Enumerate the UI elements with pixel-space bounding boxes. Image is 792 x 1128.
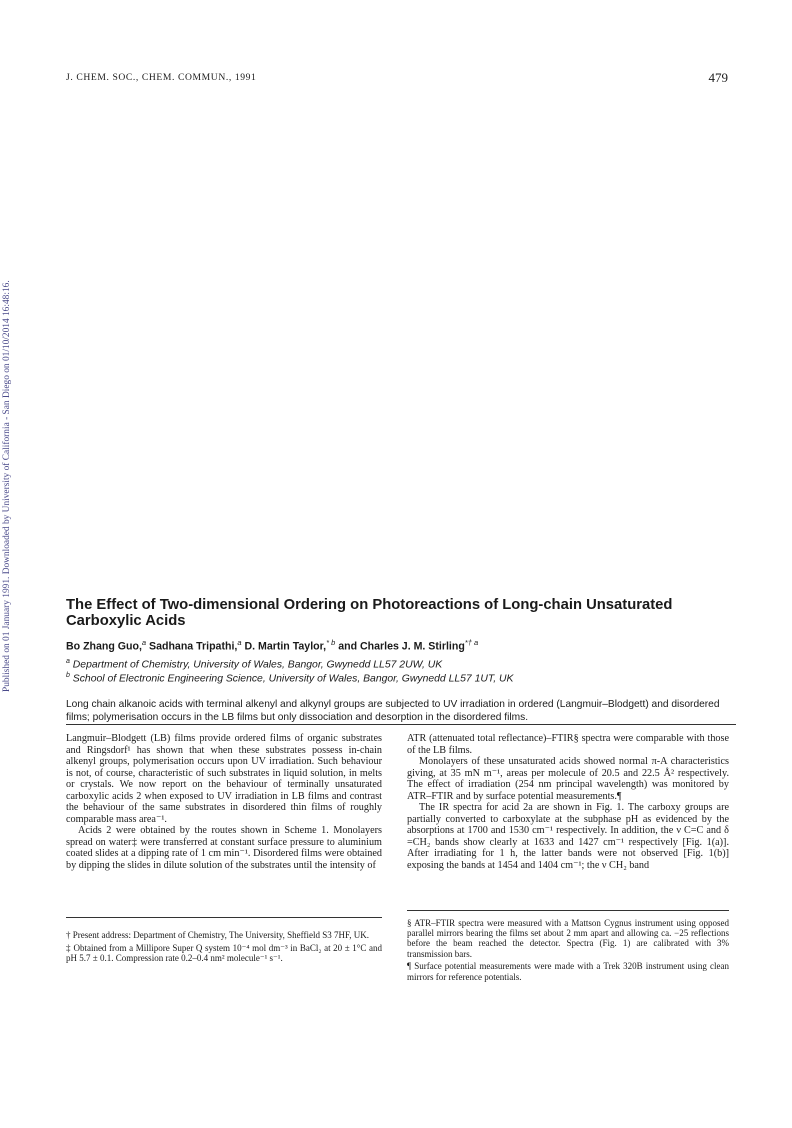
footnote: ¶ Surface potential measurements were made with a Trek 320B instrument using clean mirrors for reference potentials.	[407, 961, 729, 982]
affiliation-mark: a	[66, 658, 70, 665]
author-mark: a	[237, 638, 242, 647]
author-mark: *† a	[464, 638, 479, 647]
author-name: Bo Zhang Guo,	[66, 640, 142, 653]
author-name: Sadhana Tripathi,	[146, 640, 238, 653]
author-list	[66, 638, 478, 653]
page-number: 479	[708, 70, 728, 85]
footnote-divider-left	[66, 917, 382, 918]
footnote: § ATR–FTIR spectra were measured with a Mattson Cygnus instrument using opposed parallel mirrors bearing the films set about 2 mm apart and allowing ca. −25 reflections before the beam reached the detector. Spectra (Fig. 1) are calibrated with 3% transmission bars.	[407, 918, 729, 959]
author-mark: * b	[326, 638, 336, 647]
download-notice	[2, 212, 20, 692]
author-name: D. Martin Taylor,	[241, 640, 327, 653]
affiliation-b	[66, 672, 513, 684]
body-paragraph: Monolayers of these unsaturated acids showed normal π-A characteristics giving, at 35 mN m⁻¹, areas per molecule of 20.5 and 22.5 Å² respectively. The effect of irradiation (254 nm principal wavelength) was monitored by ATR–FTIR and by surface potential measurements.¶	[407, 756, 729, 802]
footnote-divider-right	[407, 910, 729, 911]
footnotes-left	[66, 930, 382, 966]
body-column-left	[66, 733, 382, 872]
article-title: The Effect of Two-dimensional Ordering on Photoreactions of Long-chain Unsaturated Carboxylic Acids	[66, 597, 673, 629]
footnote: † Present address: Department of Chemistry, The University, Sheffield S3 7HF, UK.	[66, 930, 369, 940]
author-name: and Charles J. M. Stirling	[335, 640, 465, 653]
running-head	[66, 72, 728, 86]
affiliation-text: Department of Chemistry, University of Wales, Bangor, Gwynedd LL57 2UW, UK	[72, 659, 443, 671]
body-paragraph: The IR spectra for acid 2a are shown in Fig. 1. The carboxy groups are partially converted to carboxylate at the subphase pH as evidenced by the absorptions at 1700 and 1530 cm⁻¹ respectively. In addition, the ν C=C and δ =CH₂ bands show clearly at 1633 and 1427 cm⁻¹ respectively [Fig. 1(a)]. After irradiating for 1 h, the latter bands were not observed [Fig. 1(b)] exposing the bands at 1454 and 1404 cm⁻¹; the ν CH₂ band	[407, 802, 729, 872]
affiliation-mark: b	[66, 672, 70, 679]
abstract: Long chain alkanoic acids with terminal alkenyl and alkynyl groups are subjected to UV irradiation in ordered (Langmuir–Blodgett) and disordered films; polymerisation occurs in the LB films but only dissociation and desorption in the disordered films.	[66, 699, 720, 723]
body-paragraph: Langmuir–Blodgett (LB) films provide ordered films of organic substrates and Ringsdorf¹ has shown that when these substrates possess in-chain alkenyl groups, polymerisation occurs upon UV irradiation. Such behaviour is not, of course, characteristic of such substrates in liquid solution, in melts or crystals. We now report on the behaviour of terminally unsaturated carboxylic acids 2 when exposed to UV irradiation in LB films and contrast the behaviour of the same substrates in disordered thin films of roughly comparable mass area⁻¹.	[66, 733, 382, 825]
affiliation-text: School of Electronic Engineering Science, University of Wales, Bangor, Gwynedd LL57 1UT, UK	[72, 673, 514, 685]
footnote: ‡ Obtained from a Millipore Super Q system 10⁻⁴ mol dm⁻³ in BaCl₂ at 20 ± 1°C and pH 5.7 ± 0.1. Compression rate 0.2–0.4 nm² molecule⁻¹ s⁻¹.	[66, 942, 382, 963]
body-paragraph: Acids 2 were obtained by the routes shown in Scheme 1. Monolayers spread on water‡ were transferred at constant surface pressure to aluminium coated slides at a dipping rate of 1 cm min⁻¹. Disordered films were obtained by dipping the slides in dilute solution of the substrates until the intensity of	[66, 825, 382, 872]
footnotes-right	[407, 918, 729, 984]
body-paragraph: ATR (attenuated total reflectance)–FTIR§ spectra were comparable with those of the LB films.	[407, 733, 729, 756]
affiliation-a	[66, 658, 442, 670]
journal-citation: J. CHEM. SOC., CHEM. COMMUN., 1991	[66, 72, 257, 83]
body-column-right	[407, 733, 729, 872]
download-notice-text: Published on 01 January 1991. Downloaded by University of California - San Diego on 01/10/2014 16:48:16.	[2, 280, 12, 692]
author-mark: a	[141, 638, 147, 647]
abstract-divider	[66, 724, 736, 725]
